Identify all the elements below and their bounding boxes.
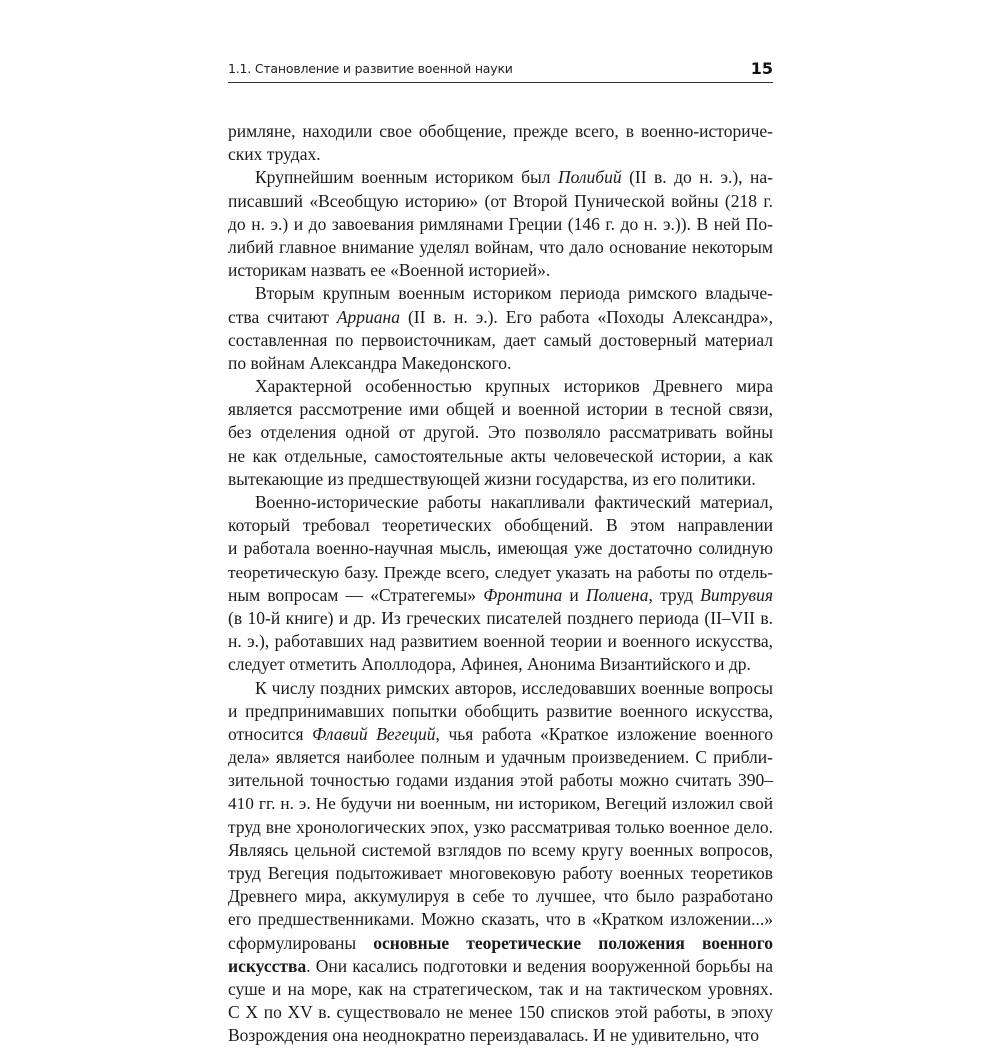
bold-term: искусства [228, 955, 307, 976]
text-line [228, 723, 773, 746]
text-run: труд Вегеция подытоживает многовековую работу военных теоретиков [228, 863, 773, 883]
text-run: 410 гг. н. э. Не будучи ни военным, ни историком, Вегеций изложил свой [228, 794, 773, 814]
text-run: Возрождения она неоднократно переиздавалась. И не удивительно, что [228, 1025, 759, 1046]
paragraph [228, 375, 773, 491]
text-line [228, 978, 773, 1001]
text-run: , чья работа «Краткое изложение военного [435, 723, 773, 744]
text-line [228, 236, 773, 259]
paragraph [228, 677, 773, 1048]
text-line [228, 908, 773, 931]
text-run: (в 10-й книге) и др. Из греческих писателей позднего периода (II–VII в. [228, 607, 773, 628]
text-run: историкам назвать ее «Военной историей». [228, 260, 551, 281]
italic-name: Полиена [585, 584, 649, 605]
text-line [228, 120, 773, 143]
text-run: К числу поздних римских авторов, исследовавших военные вопросы [255, 677, 773, 698]
text-run: является рассмотрение ими общей и военной истории в тесной связи, [228, 399, 773, 420]
text-run: и предпринимавших попытки обобщить развитие военного искусства, [228, 700, 773, 721]
body-text [228, 120, 773, 1048]
text-line [228, 491, 773, 514]
text-line [228, 421, 773, 444]
text-run: не как отдельные, самостоятельные акты человеческой истории, а как [228, 445, 773, 466]
paragraph [228, 166, 773, 282]
header-divider [228, 82, 773, 83]
text-line [228, 816, 773, 839]
text-line [228, 932, 773, 955]
text-run: С X по XV в. существовало не менее 150 списков этой работы, в эпоху [228, 1002, 773, 1023]
text-line [228, 885, 773, 908]
text-line [228, 445, 773, 468]
text-line [228, 839, 773, 862]
text-line [228, 607, 773, 630]
text-run: до н. э.) и до завоевания римлянами Греции (146 г. до н. э.)). В ней По- [228, 213, 773, 234]
text-line [228, 677, 773, 700]
text-line [228, 329, 773, 352]
text-line [228, 468, 773, 491]
text-run: относится [228, 723, 313, 744]
text-line [228, 398, 773, 421]
text-run: н. э.), работавших над развитием военной теории и военного искусства, [228, 631, 773, 652]
text-line [228, 213, 773, 236]
text-run: , труд [648, 584, 701, 605]
text-line [228, 746, 773, 769]
text-line [228, 1024, 773, 1047]
text-line [228, 769, 773, 792]
text-line [228, 792, 773, 815]
text-line [228, 306, 773, 329]
paragraph [228, 282, 773, 375]
text-run: Древнего мира, аккумулируя в себе то лучшее, что было разработано [228, 886, 773, 907]
text-run: который требовал теоретических обобщений. В этом направлении [228, 515, 773, 536]
text-line [228, 955, 773, 978]
text-run: дела» является наиболее полным и удачным произведением. С прибли- [228, 747, 773, 768]
text-line [228, 537, 773, 560]
text-line [228, 653, 773, 676]
text-line [228, 630, 773, 653]
text-run: труд вне хронологических эпох, узко рассматривая только военное дело. [228, 816, 773, 837]
page-number: 15 [750, 59, 773, 78]
text-line [228, 1001, 773, 1024]
running-header [228, 61, 773, 81]
text-run: ских трудах. [228, 144, 321, 165]
text-line [228, 190, 773, 213]
text-run: составленная по первоисточникам, дает самый достоверный материал [228, 329, 773, 350]
text-run: Военно-исторические работы накапливали фактический материал, [255, 492, 773, 512]
text-run: Вторым крупным военным историком периода римского владыче- [255, 283, 773, 304]
text-line [228, 514, 773, 537]
text-run: Крупнейшим военным историком был [255, 167, 558, 188]
text-line [228, 700, 773, 723]
text-run: ства считают [228, 306, 337, 327]
text-run: (II в. н. э.). Его работа «Походы Александра», [399, 306, 773, 327]
italic-name: Арриана [336, 306, 400, 327]
text-run: . Они касались подготовки и ведения вооруженной борьбы на [306, 955, 773, 976]
text-run: писавший «Всеобщую историю» (от Второй Пунической войны (218 г. [228, 190, 773, 211]
text-run: по войнам Александра Македонского. [228, 352, 512, 373]
text-run: римляне, находили свое обобщение, прежде всего, в военно-историче- [228, 121, 773, 141]
bold-term: основные теоретические положения военного [373, 932, 773, 953]
book-page [228, 0, 773, 1046]
text-run: теоретическую базу. Прежде всего, следует указать на работы по отдель- [228, 562, 773, 582]
text-run: и [562, 584, 586, 605]
italic-name: Флавий Вегеций [312, 723, 436, 744]
text-run: либий главное внимание уделял войнам, что дало основание некоторым [228, 236, 773, 257]
text-line [228, 143, 773, 166]
text-line [228, 584, 773, 607]
italic-name: Витрувия [700, 584, 773, 605]
text-run: и работала военно-научная мысль, имеющая уже достаточно солидную [228, 538, 773, 559]
text-line [228, 166, 773, 189]
text-line [228, 259, 773, 282]
section-title: 1.1. Становление и развитие военной науки [228, 61, 513, 76]
text-run: (II в. до н. э.), на- [621, 167, 773, 188]
text-line [228, 352, 773, 375]
text-run: сформулированы [228, 932, 374, 953]
text-line [228, 282, 773, 305]
text-run: следует отметить Аполлодора, Афинея, Анонима Византийского и др. [228, 654, 751, 675]
text-line [228, 561, 773, 584]
text-line [228, 862, 773, 885]
italic-name: Полибий [557, 167, 622, 188]
text-run: Характерной особенностью крупных историков Древнего мира [255, 376, 773, 397]
text-run: его предшественниками. Можно сказать, что в «Кратком изложении...» [228, 909, 773, 930]
text-run: без отделения одной от другой. Это позволяло рассматривать войны [228, 422, 773, 443]
text-run: ным вопросам — «Стратегемы» [228, 584, 484, 605]
text-run: зительной точностью годами издания этой работы можно считать 390– [228, 770, 773, 791]
text-run: Являясь цельной системой взглядов по всему кругу военных вопросов, [228, 839, 773, 860]
paragraph [228, 491, 773, 677]
italic-name: Фронтина [483, 584, 563, 605]
paragraph [228, 120, 773, 166]
text-run: суше и на море, как на стратегическом, так и на тактическом уровнях. [228, 978, 773, 999]
text-run: вытекающие из предшествующей жизни государства, из его политики. [228, 468, 756, 489]
text-line [228, 375, 773, 398]
